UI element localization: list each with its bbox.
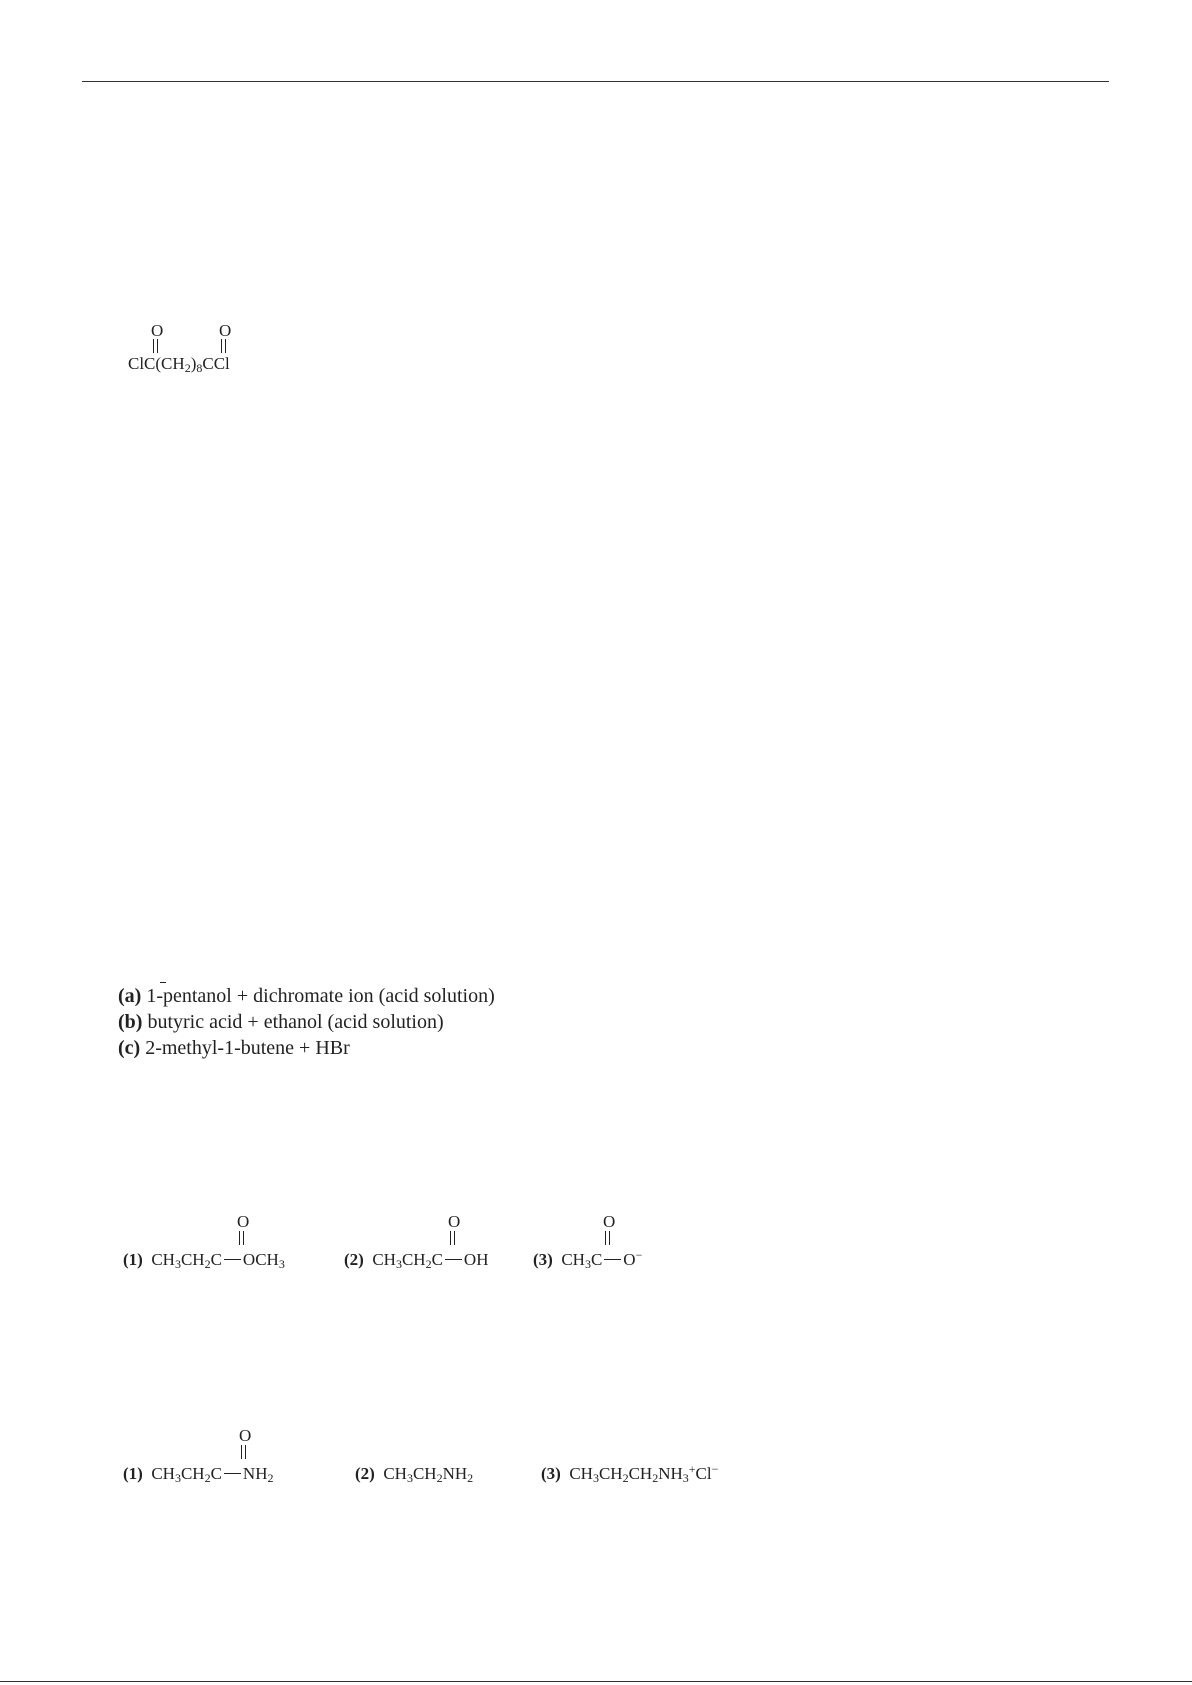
double-bond-3	[605, 1231, 610, 1245]
compound-1-formula: (1) $CH_3CH_2C$ $NH_2$	[123, 1464, 274, 1485]
compound-2-formula: (2) $CH_3CH_2C$ OH	[344, 1250, 489, 1271]
compound-2-formula: (2) $CH_3CH_2NH_2$	[355, 1464, 474, 1485]
double-bond-right	[221, 339, 226, 353]
compound-3-formula: (3) $CH_3CH_2CH_2NH_3^+Cl^-$	[541, 1462, 719, 1485]
structure-set-esters-acids	[123, 1213, 723, 1273]
carbonyl-oxygen-left: O	[151, 321, 164, 340]
reaction-b: (b) butyric acid + ethanol (acid solution)	[118, 1011, 444, 1033]
compound-3-formula: (3) $CH_3C$ O−	[533, 1248, 643, 1271]
formula-line: $ClC(CH_2)_8CCl$	[128, 354, 230, 375]
diacid-chloride-structure	[128, 322, 268, 382]
structure-set-amides-amines	[123, 1427, 803, 1487]
double-bond-1	[239, 1231, 244, 1245]
carbonyl-oxygen-amide: O	[239, 1426, 252, 1445]
carbonyl-oxygen-1: O	[237, 1212, 250, 1231]
double-bond-amide	[241, 1445, 246, 1459]
header-rule	[82, 81, 1109, 82]
double-bond-left	[153, 339, 158, 353]
reaction-list	[118, 983, 495, 1061]
reaction-a: (a) 1-pentanol + dichromate ion (acid solution)	[118, 985, 495, 1007]
reaction-c: (c) 2-methyl-1-butene + HBr	[118, 1037, 350, 1059]
carbonyl-oxygen-right: O	[219, 321, 232, 340]
footer-rule	[0, 1681, 1192, 1682]
carbonyl-oxygen-2: O	[448, 1212, 461, 1231]
compound-1-formula: (1) $CH_3CH_2C$ $OCH_3$	[123, 1250, 285, 1271]
carbonyl-oxygen-3: O	[603, 1212, 616, 1231]
double-bond-2	[450, 1231, 455, 1245]
